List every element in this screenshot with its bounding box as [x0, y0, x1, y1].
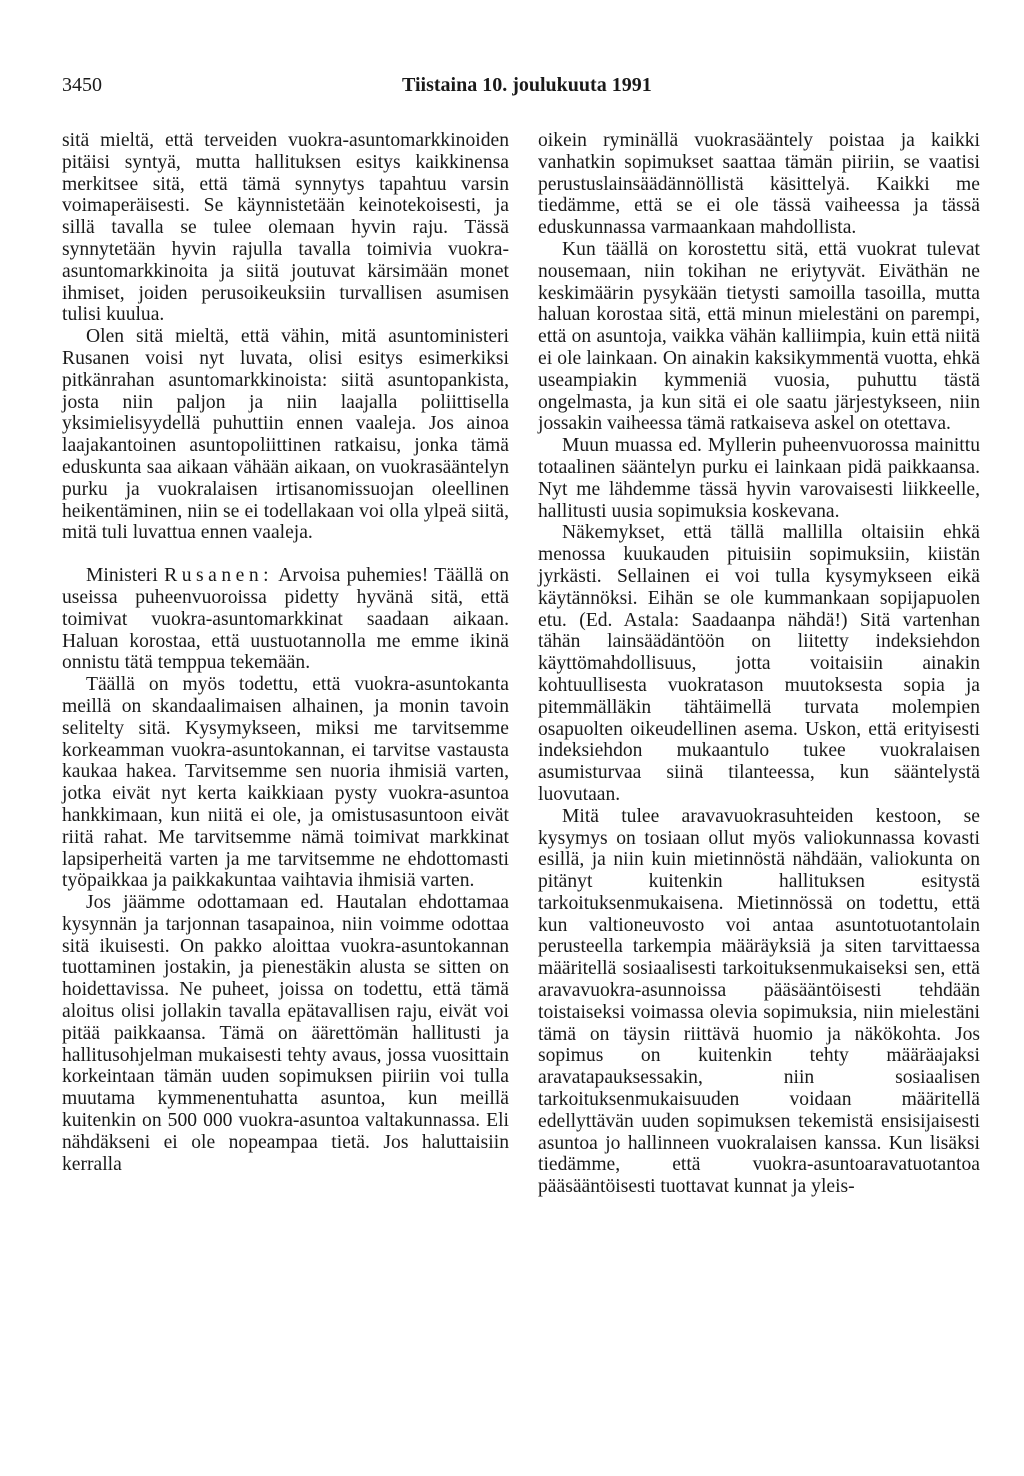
paragraph: Olen sitä mieltä, että vähin, mitä asuntoministeri Rusanen voisi nyt luvata, olisi esitys esimerkiksi pitkänrahan asuntomarkkinoista: siitä asuntopankista, josta niin paljon ja niin laajalla poliittisella yksimielisyydellä puhuttiin ennen vaaleja. Jos ainoa laajakantoinen asuntopoliittinen ratkaisu, jonka tämä eduskunta saa aikaan vähään aikaan, on vuokrasääntelyn purku ja vuokralaisen irtisanomissuojan oleellinen heikentäminen, niin se ei todellakaan voi olla ylpeä siitä, mitä tuli luvattua ennen vaaleja.	[62, 326, 509, 544]
page-number: 3450	[62, 74, 102, 96]
paragraph: Kun täällä on korostettu sitä, että vuokrat tulevat nousemaan, niin tokihan ne eriytyvät. Eiväthän ne keskimäärin pysykään tietysti samoilla tasoilla, mutta haluan korostaa sitä, että minun mielestäni on parempi, että on asuntoja, vaikka vähän kalliimpia, kuin että niitä ei ole lainkaan. On ainakin kaksikymmentä vuotta, ehkä useampiakin kymmeniä vuosia, puhuttu tästä ongelmasta, ja kun sitä ei ole saatu järjestykseen, niin jossakin vaiheessa tämä ratkaiseva askel on otettava.	[538, 238, 980, 435]
speech-paragraph	[62, 565, 509, 674]
header-date: Tiistaina 10. joulukuuta 1991	[402, 74, 652, 96]
paragraph: Muun muassa ed. Myllerin puheenvuorossa mainittu totaalinen sääntelyn purku ei lainkaan pidä paikkaansa. Nyt me lähdemme tässä hyvin varovaisesti liikkeelle, hallitusti uusia sopimuksia koskevana.	[538, 435, 980, 522]
paragraph: Täällä on myös todettu, että vuokra-asuntokanta meillä on skandaalimaisen alhainen, ja monin tavoin selitelty sitä. Kysymykseen, miksi me tarvitsemme korkeamman vuokra-asuntokannan, ei tarvitse vastausta kaukaa hakea. Tarvitsemme sen nuoria ihmisiä varten, jotka eivät nyt kerta kaikkiaan pysty vuokra-asuntoa hankkimaan, kun niitä ei ole, ja omistusasuntoon eivät riitä rahat. Me tarvitsemme nämä toimivat markkinat lapsiperheitä varten ja me tarvitsemme ne ehdottomasti työpaikkaa ja paikkakuntaa vaihtavia ihmisiä varten.	[62, 674, 509, 892]
page-header	[62, 74, 982, 104]
speaker-name: Rusanen:	[164, 565, 274, 587]
right-column	[538, 130, 980, 1198]
paragraph: oikein ryminällä vuokrasääntely poistaa ja kaikki vanhatkin sopimukset saattaa tämän piiriin, se vaatisi perustuslainsäädännöllistä käsittelyä. Kaikki me tiedämme, että se ei ole tässä vaiheessa ja tässä eduskunnassa varmaankaan mahdollista.	[538, 130, 980, 239]
speaker-title: Ministeri	[86, 565, 158, 587]
paragraph: Jos jäämme odottamaan ed. Hautalan ehdottamaa kysynnän ja tarjonnan tasapainoa, niin voimme odottaa sitä ikuisesti. On pakko aloittaa vuokra-asuntokannan tuottaminen jostakin, ja pienestäkin alusta se sitten on hoidettavissa. Ne puheet, joissa on todettu, että tämä aloitus olisi jollakin tavalla epätavallisen raju, eivät voi pitää paikkaansa. Tämä on äärettömän hallitusti ja hallitusohjelman mukaisesti tehty avaus, jossa vuosittain korkeintaan tämän uuden sopimuksen piiriin voi tulla muutama kymmenentuhatta asuntoa, kun meillä kuitenkin on 500 000 vuokra-asuntoa valtakunnassa. Eli nähdäkseni ei ole nopeampaa tietä. Jos haluttaisiin kerralla	[62, 892, 509, 1175]
speech-text: Arvoisa puhemies! Täällä on useissa puheenvuoroissa pidetty hyvänä sitä, että toimivat vuokra-asuntomarkkinat saadaan aikaan. Haluan korostaa, että uustuotannolla me emme ikinä onnistu tätä temppua tekemään.	[62, 565, 509, 674]
paragraph: Mitä tulee aravavuokrasuhteiden kestoon, se kysymys on tosiaan ollut myös valiokunnassa kovasti esillä, ja niin kuin mietinnöstä nähdään, valiokunta on pitänyt kuitenkin hallituksen esitystä tarkoituksenmukaisena. Mietinnössä on todettu, että kun valtioneuvosto voi antaa asuntotuotantolain perusteella tarkempia määräyksiä ja siten tarvittaessa määritellä sosiaalisesti tarkoituksenmukaiseksi sen, että aravavuokra-asunnoissa pääsääntöisesti tehdään toistaiseksi voimassa olevia sopimuksia, niin mielestäni tämä on täysin riittävä huomio ja näkökohta. Jos sopimus on kuitenkin tehty määräajaksi aravatapauksessakin, niin sosiaalisen tarkoituksenmukaisuuden voidaan määritellä edellyttävän uuden sopimuksen tekemistä ensisijaisesti asuntoa jo hallinneen vuokralaisen kanssa. Kun lisäksi tiedämme, että vuokra-asuntoaravatuotantoa pääsääntöisesti tuottavat kunnat ja yleis-	[538, 805, 980, 1198]
paragraph: Näkemykset, että tällä mallilla oltaisiin ehkä menossa kuukauden pituisiin sopimuksiin, kiistän jyrkästi. Sellainen ei voi tulla kysymykseen eikä käytännöksi. Eihän se ole kummankaan sopijapuolen etu. (Ed. Astala: Saadaanpa nähdä!) Sitä vartenhan tähän lainsäädäntöön on liitetty indeksiehdon käyttömahdollisuus, jotta voitaisiin ainakin kohtuullisesta vuokratason muutoksesta sopia ja pitemmälläkin tähtäimellä turvata molempien osapuolten oikeudellinen asema. Uskon, että erityisesti indeksiehdon mukaantulo tukee vuokralaisen asumisturvaa siinä tilanteessa, kun sääntelystä luovutaan.	[538, 522, 980, 805]
paragraph: sitä mieltä, että terveiden vuokra-asuntomarkkinoiden pitäisi syntyä, mutta hallituksen esitys kaikkinensa merkitsee sitä, että tämä synnytys tapahtuu varsin voimaperäisesti. Se käynnistetään keinotekoisesti, ja sillä tavalla se tulee olemaan hyvin raju. Tässä synnytetään hyvin rajulla tavalla toimivia vuokra-asuntomarkkinoita ja siitä joutuvat kärsimään monet ihmiset, joiden perusoikeuksiin turvallisen asumisen tulisi kuulua.	[62, 130, 509, 326]
left-column	[62, 130, 509, 1175]
